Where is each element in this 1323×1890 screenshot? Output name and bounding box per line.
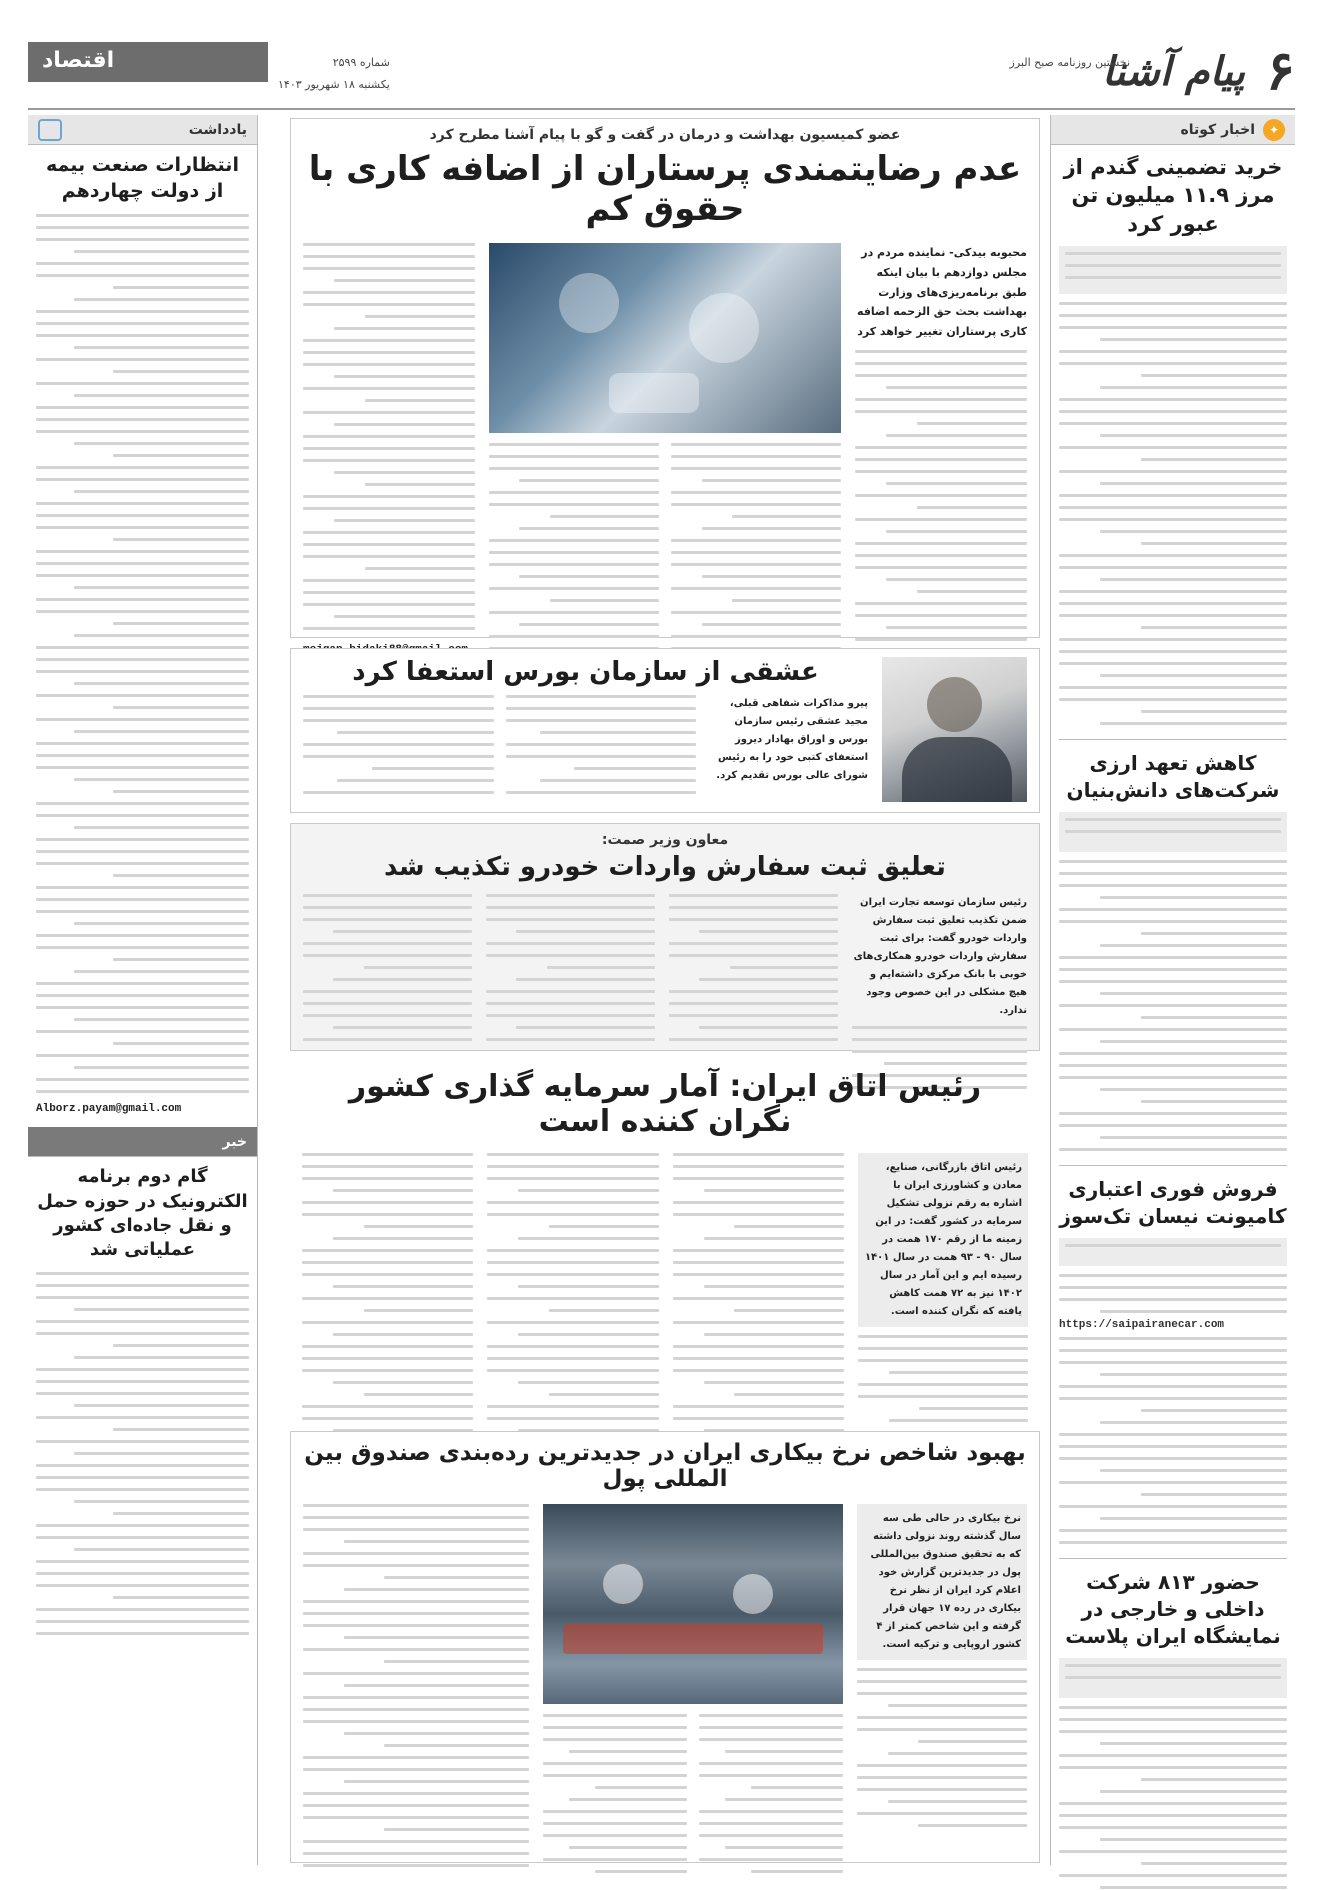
transport-news-title: گام دوم برنامه الکترونیک در حوزه حمل و نقل جاده‌ای کشور عملیاتی شد — [37, 1166, 248, 1261]
issue-number: شماره ۲۵۹۹ — [332, 56, 390, 69]
news-title-1: خرید تضمینی گندم از مرز ۱۱.۹ میلیون تن عبور کرد — [1063, 155, 1283, 236]
story-bourse — [290, 648, 1040, 813]
story-unemployment-lead: نرخ بیکاری در حالی طی سه سال گذشته روند نزولی داشته که به تحقیق صندوق بین‌المللی پول در جدیدترین گزارش خود اعلام کرد ایران از نظر نرخ بیکاری در رده ۱۷ جهان قرار گرفته و این شاخص کمتر از ۴ کشور اروپایی و ترکیه است. — [870, 1513, 1021, 1650]
story-nurses-col4 — [303, 243, 475, 701]
story-car-headline: تعلیق ثبت سفارش واردات خودرو تکذیب شد — [384, 852, 946, 882]
page-number: ۶ — [1265, 38, 1295, 102]
issue-info — [278, 52, 390, 96]
paper-title: پیام آشنا — [1102, 48, 1245, 95]
note-column — [28, 115, 258, 1865]
story-car-kicker: معاون وزیر صمت: — [601, 832, 729, 848]
story-investment-col2 — [673, 1153, 844, 1470]
story-investment-col4 — [302, 1153, 473, 1470]
news-1-body — [1059, 302, 1287, 725]
news-3-lead — [1059, 1238, 1287, 1266]
story-unemployment-col4 — [303, 1504, 529, 1873]
news-title-4: حضور ۸۱۳ شرکت داخلی و خارجی در نمایشگاه ایران پلاست — [1065, 1570, 1281, 1649]
short-news-column — [1050, 115, 1295, 1865]
news-2-body — [1059, 860, 1287, 1151]
story-nurses-headline: عدم رضایتمندی پرستاران از اضافه کاری با حقوق کم — [308, 149, 1022, 229]
story-car-lead: رئیس سازمان توسعه تجارت ایران ضمن تکذیب تعلیق ثبت سفارش واردات خودرو گفت: برای ثبت سفارش واردات خودرو همکاری‌های خوبی با بانک مرکزی داشته‌ایم و هیچ مشکلی در این خصوص وجود ندارد. — [853, 897, 1027, 1016]
note-header: یادداشت — [28, 115, 257, 145]
transport-news-body — [36, 1272, 249, 1635]
note-title: انتظارات صنعت بیمه از دولت چهاردهم — [46, 154, 239, 202]
story-unemployment-col3 — [543, 1714, 687, 1873]
story-bourse-headline: عشقی از سازمان بورس استعفا کرد — [352, 657, 819, 687]
story-unemployment-col2 — [699, 1714, 843, 1873]
news-header: خبر — [28, 1127, 257, 1157]
news-4-body — [1059, 1706, 1287, 1890]
paper-subtitle: نخستین روزنامه صبح البرز — [1009, 56, 1130, 69]
news-title-3: فروش فوری اعتباری کامیونت نیسان تک‌سوز — [1059, 1177, 1287, 1229]
story-car-col4 — [303, 894, 472, 1089]
note-body — [36, 214, 249, 1093]
news-title-2: کاهش تعهد ارزی شرکت‌های دانش‌بنیان — [1066, 751, 1280, 803]
story-unemployment — [290, 1431, 1040, 1863]
story-nurses-kicker: عضو کمیسیون بهداشت و درمان در گفت و گو با پیام آشنا مطرح کرد — [429, 127, 901, 143]
calendar-icon — [38, 119, 62, 141]
factory-photo — [543, 1504, 843, 1704]
news-2-lead — [1059, 812, 1287, 852]
news-1-lead — [1059, 246, 1287, 294]
story-car-import — [290, 823, 1040, 1051]
nurses-photo — [489, 243, 842, 433]
story-investment-lead: رئیس اتاق بازرگانی، صنایع، معادن و کشاورزی ایران با اشاره به رقم نزولی تشکیل سرمایه در کشور گفت: در این زمینه ما از رقم ۱۷۰ همت در سال ۹۰ - ۹۳ همت در سال ۱۴۰۱ رسیده ایم و این آمار در سال ۱۴۰۲ نیز به ۷۲ همت کاهش یافته که نگران کننده است. — [864, 1162, 1022, 1317]
note-email[interactable]: Alborz.payam@gmail.com — [36, 1103, 182, 1116]
story-bourse-col3 — [303, 695, 494, 794]
story-car-col2 — [669, 894, 838, 1089]
news-3-body — [1059, 1274, 1287, 1313]
megaphone-icon: ✦ — [1263, 119, 1285, 141]
section-label: اقتصاد — [28, 42, 268, 82]
story-car-col3 — [486, 894, 655, 1089]
saipa-url[interactable]: https://saipairanecar.com — [1059, 1319, 1225, 1332]
story-investment-headline: رئیس اتاق ایران: آمار سرمایه گذاری کشور نگران کننده است — [348, 1069, 982, 1139]
issue-date: یکشنبه ۱۸ شهریور ۱۴۰۳ — [278, 78, 390, 91]
story-unemployment-headline: بهبود شاخص نرخ بیکاری ایران در جدیدترین رده‌بندی صندوق بین المللی پول — [304, 1440, 1026, 1492]
short-news-header: ✦ اخبار کوتاه — [1051, 115, 1295, 145]
masthead — [28, 38, 1295, 110]
story-nurses-col1 — [855, 243, 1027, 701]
story-investment-col3 — [487, 1153, 658, 1470]
story-nurses — [290, 118, 1040, 638]
news-4-lead — [1059, 1658, 1287, 1698]
story-nurses-lead: محبوبه بیدکی- نماینده مردم در مجلس دوازدهم با بیان اینکه طبق برنامه‌ریزی‌های وزارت بهداشت بحث حق الزحمه اضافه کاری پرستاران تغییر خواهد کرد — [857, 246, 1027, 339]
news-3-body-more — [1059, 1337, 1287, 1544]
story-bourse-col2 — [506, 695, 697, 794]
story-bourse-lead: پیرو مذاکرات شفاهی قبلی، مجید عشقی رئیس سازمان بورس و اوراق بهادار دیروز استعفای کتبی خود را به رئیس شورای عالی بورس تقدیم کرد. — [716, 698, 868, 781]
story-investment — [290, 1061, 1040, 1421]
eshghi-photo — [882, 657, 1027, 802]
